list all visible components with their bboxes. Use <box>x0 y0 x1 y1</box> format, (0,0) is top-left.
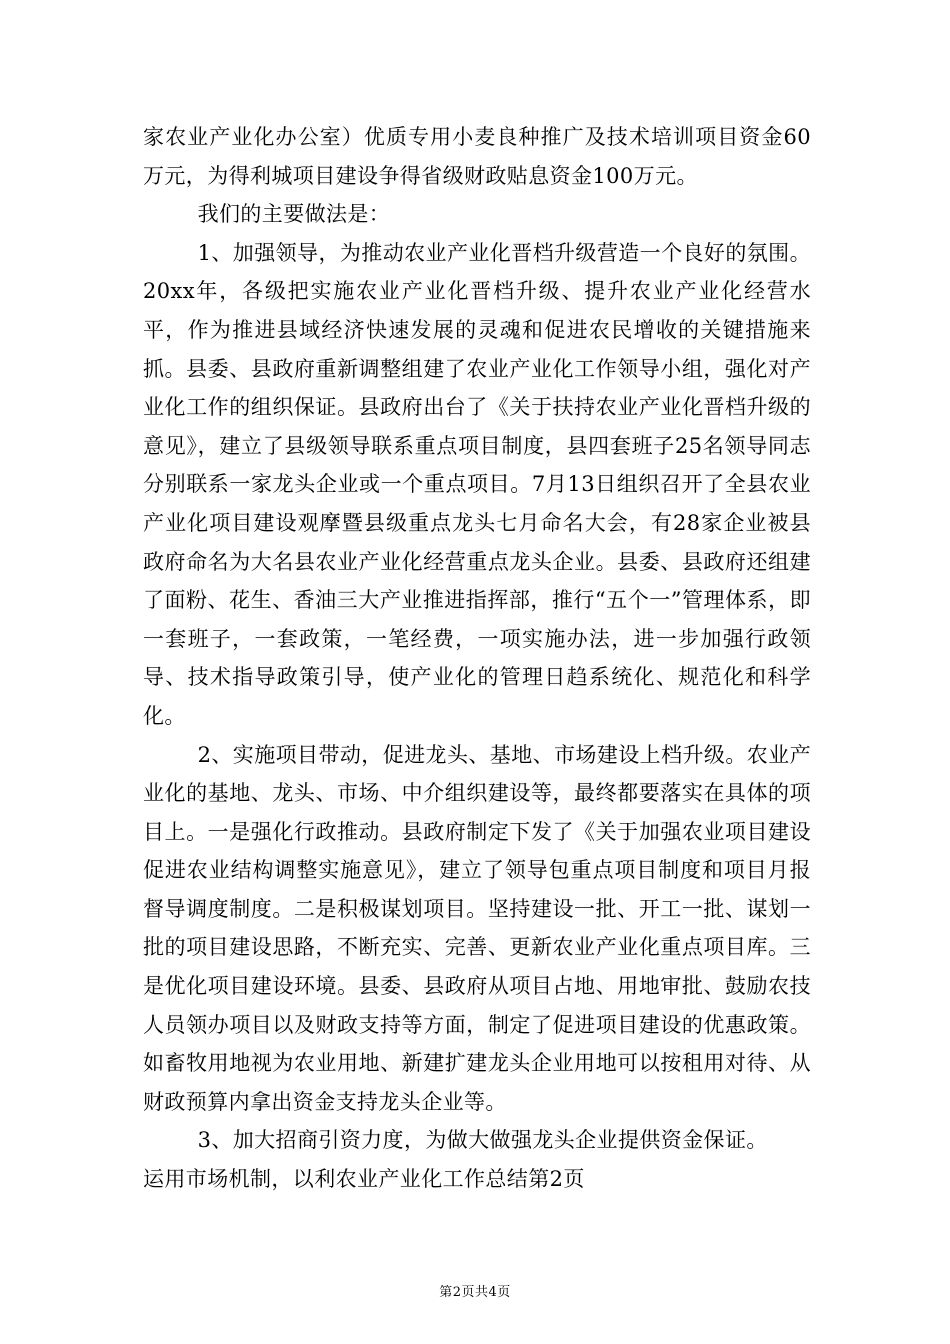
paragraph-continuation: 家农业产业化办公室）优质专用小麦良种推广及技术培训项目资金60万元，为得利城项目建设争得省级财政贴息资金100万元。 <box>143 125 811 188</box>
paragraph-main-methods-intro: 我们的主要做法是： <box>197 202 391 227</box>
paragraph-trailing-line: 运用市场机制，以利农业产业化工作总结第2页 <box>143 1167 585 1192</box>
paragraph-point-1-leadership: 1、加强领导，为推动农业产业化晋档升级营造一个良好的氛围。20xx年，各级把实施农业产业化晋档升级、提升农业产业化经营水平，作为推进县域经济快速发展的灵魂和促进农民增收的关键措施来抓。县委、县政府重新调整组建了农业产业化工作领导小组，强化对产业化工作的组织保证。县政府出台了《关于扶持农业产业化晋档升级的意见》，建立了县级领导联系重点项目制度，县四套班子25名领导同志分别联系一家龙头企业或一个重点项目。7月13日组织召开了全县农业产业化项目建设观摩暨县级重点龙头七月命名大会，有28家企业被县政府命名为大名县农业产业化经营重点龙头企业。县委、县政府还组建了面粉、花生、香油三大产业推进指挥部，推行“五个一”管理体系，即一套班子，一套政策，一笔经费，一项实施办法，进一步加强行政领导、技术指导政策引导，使产业化的管理日趋系统化、规范化和科学化。 <box>143 240 811 728</box>
paragraph-point-3-investment: 3、加大招商引资力度，为做大做强龙头企业提供资金保证。 <box>197 1128 768 1153</box>
paragraph-point-2-projects: 2、实施项目带动，促进龙头、基地、市场建设上档升级。农业产业化的基地、龙头、市场、中介组织建设等，最终都要落实在具体的项目上。一是强化行政推动。县政府制定下发了《关于加强农业项目建设促进农业结构调整实施意见》，建立了领导包重点项目制度和项目月报督导调度制度。二是积极谋划项目。坚持建设一批、开工一批、谋划一批的项目建设思路，不断充实、完善、更新农业产业化重点项目库。三是优化项目建设环境。县委、县政府从项目占地、用地审批、鼓励农技人员领办项目以及财政支持等方面，制定了促进项目建设的优惠政策。如畜牧用地视为农业用地、新建扩建龙头企业用地可以按租用对待、从财政预算内拿出资金支持龙头企业等。 <box>143 742 811 1114</box>
page-number-footer: 第2页共4页 <box>439 1285 511 1300</box>
document-body <box>143 118 811 1199</box>
